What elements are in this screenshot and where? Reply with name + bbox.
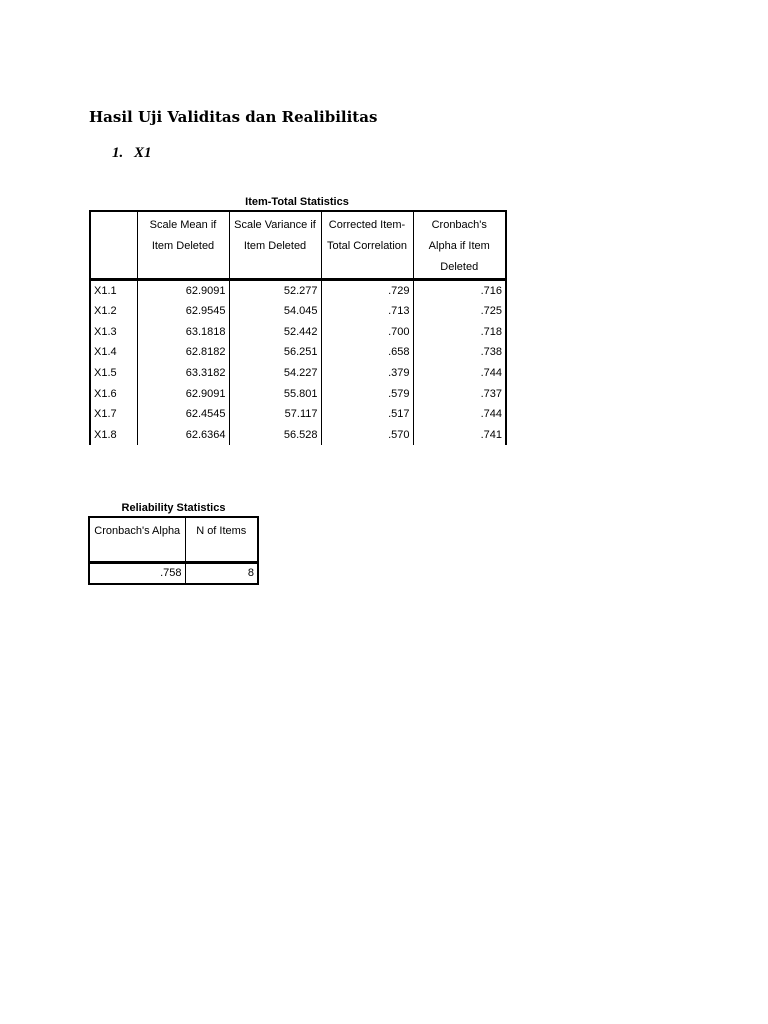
header-cronbach-alpha: Cronbach's Alpha (89, 517, 185, 562)
correlation-cell: .579 (321, 383, 413, 404)
correlation-cell: .713 (321, 301, 413, 322)
alpha-value: .758 (160, 566, 182, 579)
scale-variance-cell: 57.117 (229, 404, 321, 425)
correlation-cell: .517 (321, 404, 413, 425)
table-row (90, 322, 506, 343)
row-label: X1.3 (94, 325, 117, 338)
correlation-cell: .379 (321, 363, 413, 384)
correlation-cell: .658 (321, 342, 413, 363)
scale-mean-cell: 62.9091 (137, 280, 229, 302)
scale-variance-cell: 56.528 (229, 425, 321, 446)
scale-mean-cell: 62.6364 (137, 425, 229, 446)
table-row (90, 404, 506, 425)
scale-mean-cell: 62.9545 (137, 301, 229, 322)
table-row (90, 363, 506, 384)
header-alpha-if-deleted: Cronbach's Alpha if Item Deleted (413, 211, 506, 280)
scale-variance-cell: 52.442 (229, 322, 321, 343)
header-scale-variance: Scale Variance if Item Deleted (229, 211, 321, 280)
scale-variance-cell: 52.277 (229, 280, 321, 302)
alpha-cell: .744 (413, 363, 506, 384)
scale-variance-cell: 54.045 (229, 301, 321, 322)
scale-variance-cell: 56.251 (229, 342, 321, 363)
correlation-cell: .700 (321, 322, 413, 343)
row-label: X1.2 (94, 305, 117, 318)
table-row (90, 301, 506, 322)
alpha-cell: .716 (413, 280, 506, 302)
reliability-table (88, 516, 259, 585)
row-label: X1.4 (94, 346, 117, 359)
page-heading: Hasil Uji Validitas dan Realibilitas (89, 108, 378, 126)
item-total-caption: Item-Total Statistics (245, 196, 349, 208)
scale-variance-cell: 54.227 (229, 363, 321, 384)
scale-mean-cell: 62.9091 (137, 383, 229, 404)
section-title (112, 145, 152, 162)
reliability-header-row (89, 517, 258, 562)
scale-variance-cell: 55.801 (229, 383, 321, 404)
reliability-caption: Reliability Statistics (121, 502, 226, 514)
row-label: X1.1 (94, 285, 117, 297)
alpha-cell: .725 (413, 301, 506, 322)
correlation-cell: .729 (321, 280, 413, 302)
alpha-cell: .744 (413, 404, 506, 425)
alpha-cell: .741 (413, 425, 506, 446)
section-label: X1 (134, 145, 152, 161)
item-total-header-row (90, 211, 506, 280)
header-cell-blank (90, 211, 137, 280)
table-row (89, 562, 258, 584)
row-label: X1.8 (94, 428, 117, 441)
table-row (90, 342, 506, 363)
n-items-value: 8 (185, 562, 258, 584)
row-label: X1.6 (94, 387, 117, 400)
table-row (90, 425, 506, 446)
header-n-of-items: N of Items (185, 517, 258, 562)
alpha-cell: .737 (413, 383, 506, 404)
scale-mean-cell: 63.3182 (137, 363, 229, 384)
table-row (90, 383, 506, 404)
alpha-cell: .718 (413, 322, 506, 343)
correlation-cell: .570 (321, 425, 413, 446)
scale-mean-cell: 63.1818 (137, 322, 229, 343)
scale-mean-cell: 62.8182 (137, 342, 229, 363)
row-label: X1.5 (94, 367, 117, 380)
alpha-cell: .738 (413, 342, 506, 363)
section-number: 1. (112, 145, 124, 161)
header-scale-mean: Scale Mean if Item Deleted (137, 211, 229, 280)
header-corrected-correlation: Corrected Item-Total Correlation (321, 211, 413, 280)
table-row (90, 280, 506, 302)
row-label: X1.7 (94, 408, 117, 421)
item-total-table (89, 210, 507, 445)
scale-mean-cell: 62.4545 (137, 404, 229, 425)
